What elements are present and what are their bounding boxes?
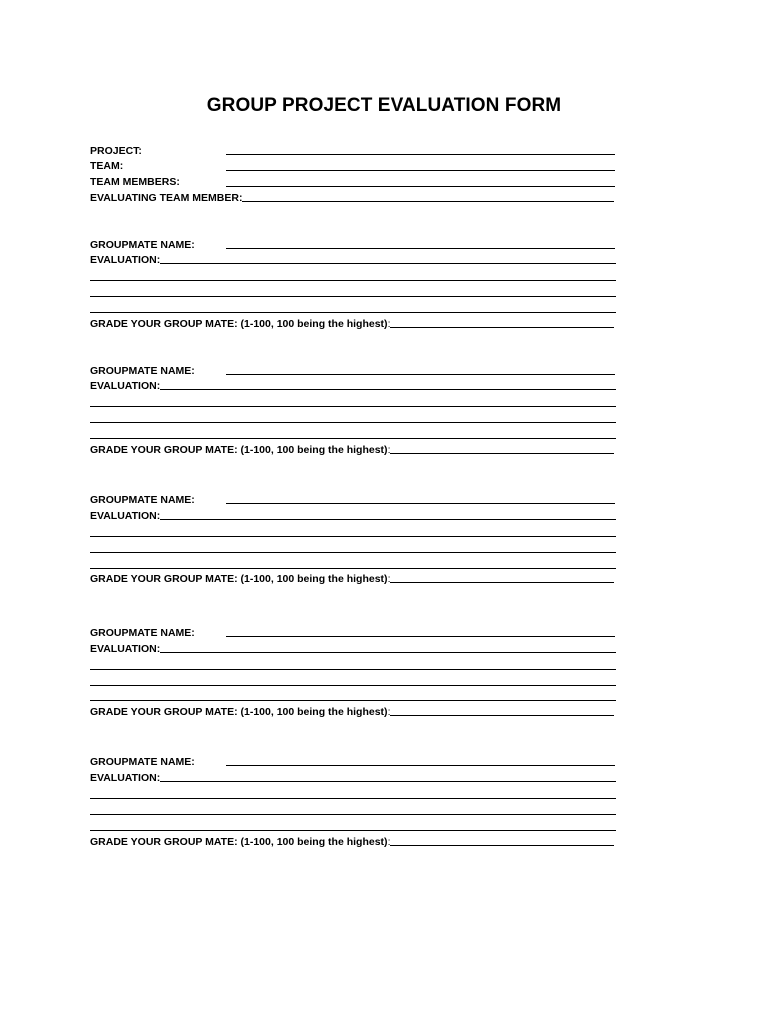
evaluation-line[interactable] [90, 813, 616, 815]
evaluation-label: EVALUATION: [90, 380, 161, 392]
evaluation-row [90, 639, 616, 655]
evaluating-member-field-row [90, 188, 614, 204]
evaluation-line[interactable] [90, 405, 616, 407]
grade-label: GRADE YOUR GROUP MATE: (1-100, 100 being the highest): [90, 318, 391, 330]
evaluation-row [90, 376, 616, 392]
evaluation-label: EVALUATION: [90, 254, 161, 266]
evaluating-member-input-line[interactable] [242, 200, 614, 202]
evaluation-line[interactable] [90, 421, 616, 423]
evaluation-input-line[interactable] [160, 518, 616, 520]
evaluation-line[interactable] [90, 279, 616, 281]
groupmate-name-input-line[interactable] [226, 247, 615, 249]
grade-input-line[interactable] [390, 452, 614, 454]
grade-row [90, 314, 614, 330]
grade-label: GRADE YOUR GROUP MATE: (1-100, 100 being the highest): [90, 444, 391, 456]
evaluation-line[interactable] [90, 535, 616, 537]
grade-row [90, 440, 614, 456]
grade-input-line[interactable] [390, 581, 614, 583]
evaluation-line[interactable] [90, 551, 616, 553]
evaluation-row [90, 250, 616, 266]
groupmate-name-input-line[interactable] [226, 373, 615, 375]
evaluation-line[interactable] [90, 699, 616, 701]
groupmate-name-input-line[interactable] [226, 635, 615, 637]
grade-label: GRADE YOUR GROUP MATE: (1-100, 100 being the highest): [90, 706, 391, 718]
groupmate-name-label: GROUPMATE NAME: [90, 365, 195, 377]
groupmate-name-label: GROUPMATE NAME: [90, 756, 195, 768]
evaluation-line[interactable] [90, 829, 616, 831]
grade-input-line[interactable] [390, 714, 614, 716]
groupmate-name-label: GROUPMATE NAME: [90, 494, 195, 506]
evaluation-row [90, 506, 616, 522]
groupmate-name-input-line[interactable] [226, 764, 615, 766]
grade-label: GRADE YOUR GROUP MATE: (1-100, 100 being the highest): [90, 836, 391, 848]
evaluation-input-line[interactable] [160, 388, 616, 390]
team-input-line[interactable] [226, 169, 615, 171]
team-label: TEAM: [90, 160, 124, 172]
evaluation-input-line[interactable] [160, 651, 616, 653]
grade-input-line[interactable] [390, 326, 614, 328]
grade-input-line[interactable] [390, 844, 614, 846]
evaluation-line[interactable] [90, 311, 616, 313]
evaluating-member-label: EVALUATING TEAM MEMBER: [90, 192, 243, 204]
grade-row [90, 832, 614, 848]
team-members-label: TEAM MEMBERS: [90, 176, 180, 188]
evaluation-input-line[interactable] [160, 262, 616, 264]
evaluation-line[interactable] [90, 684, 616, 686]
project-input-line[interactable] [226, 153, 615, 155]
groupmate-name-label: GROUPMATE NAME: [90, 239, 195, 251]
team-members-input-line[interactable] [226, 185, 615, 187]
evaluation-label: EVALUATION: [90, 643, 161, 655]
evaluation-label: EVALUATION: [90, 772, 161, 784]
evaluation-row [90, 768, 616, 784]
groupmate-name-input-line[interactable] [226, 502, 615, 504]
evaluation-line[interactable] [90, 437, 616, 439]
form-title: GROUP PROJECT EVALUATION FORM [206, 95, 562, 116]
groupmate-name-label: GROUPMATE NAME: [90, 627, 195, 639]
grade-label: GRADE YOUR GROUP MATE: (1-100, 100 being the highest): [90, 573, 391, 585]
grade-row [90, 569, 614, 585]
evaluation-line[interactable] [90, 295, 616, 297]
project-label: PROJECT: [90, 145, 142, 157]
evaluation-label: EVALUATION: [90, 510, 161, 522]
evaluation-line[interactable] [90, 668, 616, 670]
grade-row [90, 702, 614, 718]
evaluation-line[interactable] [90, 797, 616, 799]
evaluation-input-line[interactable] [160, 780, 616, 782]
